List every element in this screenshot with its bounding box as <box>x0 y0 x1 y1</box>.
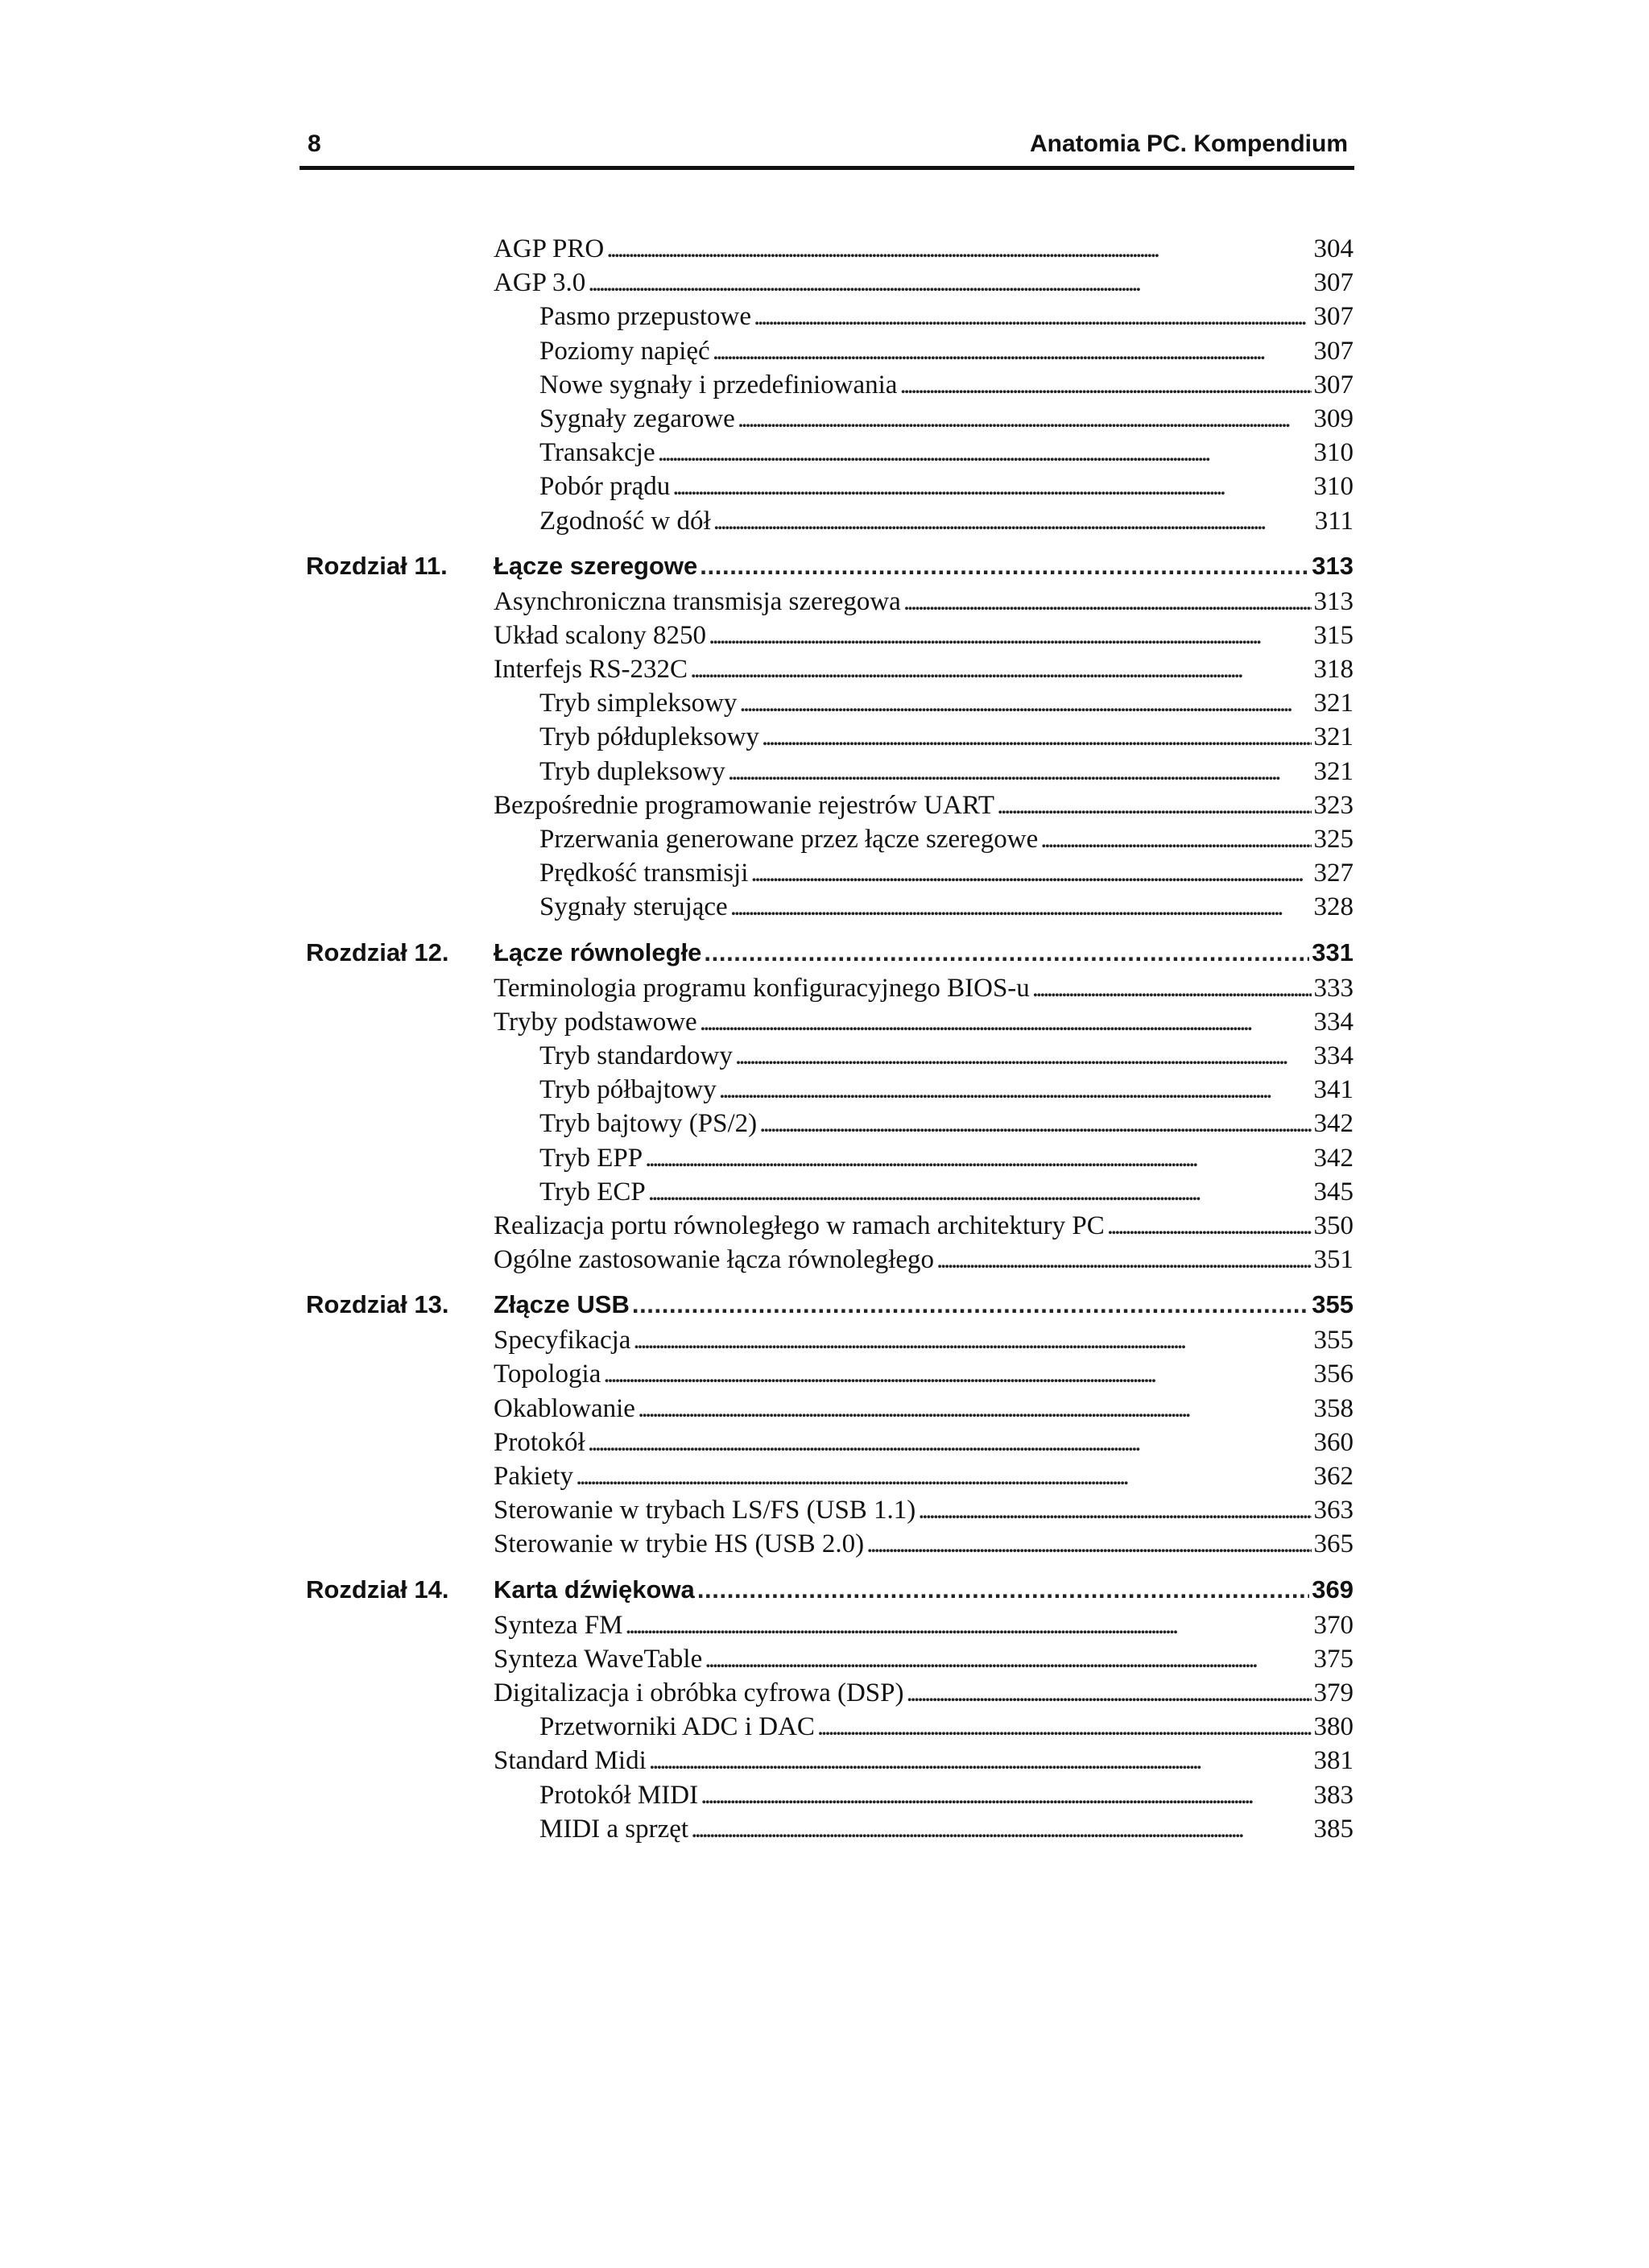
toc-line <box>494 266 1354 300</box>
toc-line <box>539 1710 1354 1744</box>
toc-entry-row <box>0 619 1649 652</box>
toc-line <box>494 585 1354 619</box>
entry-title: Nowe sygnały i przedefiniowania <box>539 370 898 399</box>
dot-leader <box>704 936 1309 970</box>
page-ref: 356 <box>1313 1360 1354 1389</box>
page-ref: 307 <box>1313 370 1354 399</box>
toc-entry-row <box>0 1812 1649 1846</box>
dot-leader <box>658 436 1312 470</box>
toc-entry-row <box>0 788 1649 822</box>
entry-title: Sygnały sterujące <box>539 892 728 922</box>
entry-title: Sterowanie w trybach LS/FS (USB 1.1) <box>494 1496 916 1525</box>
page-ref: 307 <box>1313 268 1354 298</box>
toc-line <box>494 1005 1354 1039</box>
toc-entry-row <box>0 1107 1649 1140</box>
page-ref: 350 <box>1313 1211 1354 1240</box>
entry-title: Transakcje <box>539 438 655 468</box>
toc-entry-row <box>0 1459 1649 1493</box>
dot-leader <box>713 504 1312 538</box>
toc-entry-row <box>0 334 1649 368</box>
toc-entry-row <box>0 1141 1649 1175</box>
page-ref: 363 <box>1313 1496 1354 1525</box>
toc-entry-row <box>0 1039 1649 1073</box>
page-ref: 365 <box>1313 1529 1354 1559</box>
dot-leader <box>700 549 1309 583</box>
page-ref: 370 <box>1313 1610 1354 1640</box>
dot-leader <box>918 1493 1311 1527</box>
toc-entry-row <box>0 890 1649 924</box>
entry-title: Pakiety <box>494 1462 573 1491</box>
dot-leader <box>672 470 1311 503</box>
entry-title: Ogólne zastosowanie łącza równoległego <box>494 1245 935 1275</box>
toc-entry-row <box>0 1323 1649 1357</box>
entry-title: Układ scalony 8250 <box>494 620 706 650</box>
toc-line <box>539 1141 1354 1175</box>
entry-title: Tryb dupleksowy <box>539 756 725 786</box>
entry-title: Prędkość transmisji <box>539 859 749 888</box>
entry-title: Tryb bajtowy (PS/2) <box>539 1109 758 1139</box>
dot-leader <box>588 266 1311 300</box>
dot-leader <box>997 788 1311 822</box>
page-ref: 334 <box>1313 1041 1354 1070</box>
toc-entry-row <box>0 1778 1649 1812</box>
dot-leader <box>759 1107 1311 1140</box>
page-ref: 345 <box>1313 1177 1354 1206</box>
page-ref: 342 <box>1313 1109 1354 1139</box>
entry-title: Zgodność w dół <box>539 506 711 536</box>
dot-leader <box>730 890 1312 924</box>
entry-title: Synteza FM <box>494 1610 623 1640</box>
toc-line <box>539 1812 1354 1846</box>
entry-title: Sygnały zegarowe <box>539 404 735 433</box>
page-ref: 311 <box>1314 506 1354 536</box>
toc-line <box>494 619 1354 652</box>
toc-line <box>539 1039 1354 1073</box>
page-ref: 328 <box>1313 892 1354 922</box>
toc-entry-row <box>0 402 1649 436</box>
entry-title: Topologia <box>494 1360 601 1389</box>
toc-line <box>539 470 1354 503</box>
dot-leader <box>738 402 1312 436</box>
dot-leader <box>1107 1209 1312 1243</box>
dot-leader <box>691 1812 1311 1846</box>
page-ref: 313 <box>1312 551 1354 580</box>
page-ref: 307 <box>1313 336 1354 366</box>
page-ref: 381 <box>1313 1746 1354 1776</box>
entry-title: Bezpośrednie programowanie rejestrów UART <box>494 790 995 820</box>
toc-chapter-row <box>0 549 1649 585</box>
entry-title: Sterowanie w trybie HS (USB 2.0) <box>494 1529 865 1559</box>
toc-line <box>494 1459 1354 1493</box>
dot-leader <box>735 1039 1312 1073</box>
toc-line <box>539 436 1354 470</box>
toc-entry-row <box>0 300 1649 333</box>
table-of-contents <box>0 232 1649 1846</box>
dot-leader <box>899 368 1311 402</box>
page-ref: 351 <box>1313 1245 1354 1275</box>
dot-leader <box>638 1392 1312 1426</box>
page-ref: 342 <box>1313 1143 1354 1173</box>
page-ref: 307 <box>1313 302 1354 332</box>
running-title: Anatomia PC. Kompendium <box>1029 130 1348 157</box>
toc-entry-row <box>0 686 1649 720</box>
toc-line <box>494 1676 1354 1710</box>
page-ref: 380 <box>1313 1712 1354 1742</box>
toc-entry-row <box>0 856 1649 890</box>
chapter-title: Złącze USB <box>494 1290 630 1319</box>
dot-leader <box>697 1573 1309 1607</box>
toc-line <box>539 755 1354 788</box>
toc-line <box>539 1073 1354 1107</box>
toc-line <box>494 1527 1354 1561</box>
toc-line <box>494 1608 1354 1642</box>
toc-entry-row <box>0 1426 1649 1459</box>
entry-title: Pasmo przepustowe <box>539 302 752 332</box>
page-ref: 358 <box>1313 1393 1354 1423</box>
dot-leader <box>719 1073 1312 1107</box>
toc-entry-row <box>0 1175 1649 1209</box>
dot-leader <box>690 652 1311 686</box>
entry-title: Tryb półbajtowy <box>539 1075 717 1105</box>
toc-line <box>494 1642 1354 1676</box>
toc-line <box>539 686 1354 720</box>
page-ref: 333 <box>1313 973 1354 1003</box>
toc-entry-row <box>0 1608 1649 1642</box>
page-ref: 323 <box>1313 790 1354 820</box>
toc-line <box>494 936 1354 970</box>
entry-title: Synteza WaveTable <box>494 1644 703 1674</box>
entry-title: Tryb simpleksowy <box>539 689 738 718</box>
toc-entry-row <box>0 971 1649 1005</box>
toc-line <box>494 1493 1354 1527</box>
toc-line <box>494 652 1354 686</box>
toc-entry-row <box>0 266 1649 300</box>
dot-leader <box>709 619 1312 652</box>
page-ref: 369 <box>1312 1575 1354 1604</box>
toc-entry-row <box>0 1209 1649 1243</box>
toc-line <box>539 1778 1354 1812</box>
toc-entry-row <box>0 1744 1649 1778</box>
toc-entry-row <box>0 504 1649 538</box>
toc-entry-row <box>0 368 1649 402</box>
page-ref: 383 <box>1313 1780 1354 1810</box>
chapter-label: Rozdział 12. <box>306 937 449 966</box>
page-ref: 304 <box>1313 234 1354 263</box>
entry-title: Standard Midi <box>494 1746 647 1776</box>
dot-leader <box>700 1005 1312 1039</box>
dot-leader <box>728 755 1312 788</box>
toc-line <box>539 504 1354 538</box>
toc-line <box>494 1392 1354 1426</box>
entry-title: Tryb standardowy <box>539 1041 733 1070</box>
dot-leader <box>701 1778 1311 1812</box>
toc-line <box>494 788 1354 822</box>
toc-entry-row <box>0 1243 1649 1277</box>
toc-line <box>494 1209 1354 1243</box>
toc-line <box>539 720 1354 754</box>
dot-leader <box>606 232 1311 266</box>
dot-leader <box>648 1175 1312 1209</box>
page-ref: 360 <box>1313 1427 1354 1457</box>
toc-line <box>494 1323 1354 1357</box>
toc-chapter-row <box>0 1288 1649 1323</box>
toc-chapter-row <box>0 936 1649 971</box>
toc-entry-row <box>0 822 1649 856</box>
page-ref: 334 <box>1313 1007 1354 1037</box>
page-ref: 331 <box>1312 937 1354 966</box>
toc-entry-row <box>0 1676 1649 1710</box>
toc-line <box>539 300 1354 333</box>
chapter-label: Rozdział 11. <box>306 551 448 580</box>
dot-leader <box>705 1642 1311 1676</box>
entry-title: Protokół MIDI <box>539 1780 699 1810</box>
entry-title: Tryby podstawowe <box>494 1007 697 1037</box>
toc-entry-row <box>0 755 1649 788</box>
entry-title: Okablowanie <box>494 1393 635 1423</box>
page-ref: 310 <box>1313 438 1354 468</box>
page-ref: 379 <box>1313 1678 1354 1707</box>
page-ref: 355 <box>1313 1326 1354 1355</box>
dot-leader <box>603 1357 1311 1391</box>
page-ref: 325 <box>1313 825 1354 854</box>
dot-leader <box>907 1676 1312 1710</box>
toc-line <box>539 890 1354 924</box>
entry-title: Poziomy napięć <box>539 336 710 366</box>
page-ref: 315 <box>1313 620 1354 650</box>
page-ref: 385 <box>1313 1814 1354 1844</box>
dot-leader <box>866 1527 1311 1561</box>
toc-entry-row <box>0 585 1649 619</box>
entry-title: Asynchroniczna transmisja szeregowa <box>494 586 901 616</box>
page-ref: 327 <box>1313 859 1354 888</box>
toc-line <box>539 1107 1354 1140</box>
chapter-label: Rozdział 13. <box>306 1290 449 1319</box>
toc-entry-row <box>0 1527 1649 1561</box>
toc-line <box>539 334 1354 368</box>
page-ref: 321 <box>1313 722 1354 752</box>
chapter-title: Łącze równoległe <box>494 937 702 966</box>
toc-line <box>494 549 1354 583</box>
dot-leader <box>750 856 1311 890</box>
dot-leader <box>645 1141 1311 1175</box>
toc-line <box>539 368 1354 402</box>
toc-entry-row <box>0 1005 1649 1039</box>
dot-leader <box>625 1608 1311 1642</box>
toc-line <box>494 1357 1354 1391</box>
entry-title: AGP 3.0 <box>494 268 586 298</box>
page-ref: 309 <box>1313 404 1354 433</box>
toc-line <box>494 1243 1354 1277</box>
entry-title: Terminologia programu konfiguracyjnego BIOS-u <box>494 973 1030 1003</box>
entry-title: Digitalizacja i obróbka cyfrowa (DSP) <box>494 1678 904 1707</box>
toc-entry-row <box>0 720 1649 754</box>
dot-leader <box>903 585 1312 619</box>
dot-leader <box>713 334 1312 368</box>
dot-leader <box>739 686 1311 720</box>
page-header <box>300 127 1354 170</box>
page-ref: 310 <box>1313 472 1354 502</box>
entry-title: AGP PRO <box>494 234 605 263</box>
entry-title: Przetworniki ADC i DAC <box>539 1712 815 1742</box>
toc-entry-row <box>0 1642 1649 1676</box>
chapter-label: Rozdział 14. <box>306 1575 449 1604</box>
entry-title: Realizacja portu równoległego w ramach architektury PC <box>494 1211 1105 1240</box>
toc-line <box>494 1426 1354 1459</box>
dot-leader <box>632 1288 1309 1322</box>
entry-title: Tryb ECP <box>539 1177 646 1206</box>
chapter-title: Karta dźwiękowa <box>494 1575 695 1604</box>
entry-title: Protokół <box>494 1427 585 1457</box>
toc-line <box>539 1175 1354 1209</box>
toc-line <box>494 1288 1354 1322</box>
page-ref: 313 <box>1313 586 1354 616</box>
toc-entry-row <box>0 1493 1649 1527</box>
page-ref: 321 <box>1313 756 1354 786</box>
toc-line <box>494 1744 1354 1778</box>
entry-title: Pobór prądu <box>539 472 671 502</box>
page-ref: 355 <box>1312 1290 1354 1319</box>
page-ref: 362 <box>1313 1462 1354 1491</box>
entry-title: Interfejs RS-232C <box>494 655 688 685</box>
toc-line <box>539 402 1354 436</box>
page-ref: 318 <box>1313 655 1354 685</box>
dot-leader <box>1032 971 1312 1005</box>
toc-line <box>539 822 1354 856</box>
page-ref: 341 <box>1313 1075 1354 1105</box>
toc-line <box>539 856 1354 890</box>
toc-entry-row <box>0 652 1649 686</box>
toc-entry-row <box>0 1073 1649 1107</box>
page-ref: 321 <box>1313 689 1354 718</box>
entry-title: Przerwania generowane przez łącze szeregowe <box>539 825 1039 854</box>
toc-entry-row <box>0 436 1649 470</box>
toc-entry-row <box>0 470 1649 503</box>
dot-leader <box>633 1323 1311 1357</box>
dot-leader <box>649 1744 1312 1778</box>
page-number: 8 <box>308 130 321 157</box>
chapter-title: Łącze szeregowe <box>494 551 698 580</box>
dot-leader <box>762 720 1312 754</box>
entry-title: Tryb EPP <box>539 1143 643 1173</box>
dot-leader <box>754 300 1311 333</box>
dot-leader <box>817 1710 1312 1744</box>
dot-leader <box>576 1459 1312 1493</box>
entry-title: Specyfikacja <box>494 1326 631 1355</box>
toc-entry-row <box>0 1392 1649 1426</box>
toc-line <box>494 1573 1354 1607</box>
toc-line <box>494 971 1354 1005</box>
toc-entry-row <box>0 1710 1649 1744</box>
dot-leader <box>588 1426 1312 1459</box>
toc-chapter-row <box>0 1573 1649 1608</box>
toc-line <box>494 232 1354 266</box>
dot-leader <box>1040 822 1311 856</box>
page-ref: 375 <box>1313 1644 1354 1674</box>
toc-entry-row <box>0 1357 1649 1391</box>
toc-entry-row <box>0 232 1649 266</box>
entry-title: MIDI a sprzęt <box>539 1814 689 1844</box>
dot-leader <box>936 1243 1311 1277</box>
entry-title: Tryb półdupleksowy <box>539 722 759 752</box>
